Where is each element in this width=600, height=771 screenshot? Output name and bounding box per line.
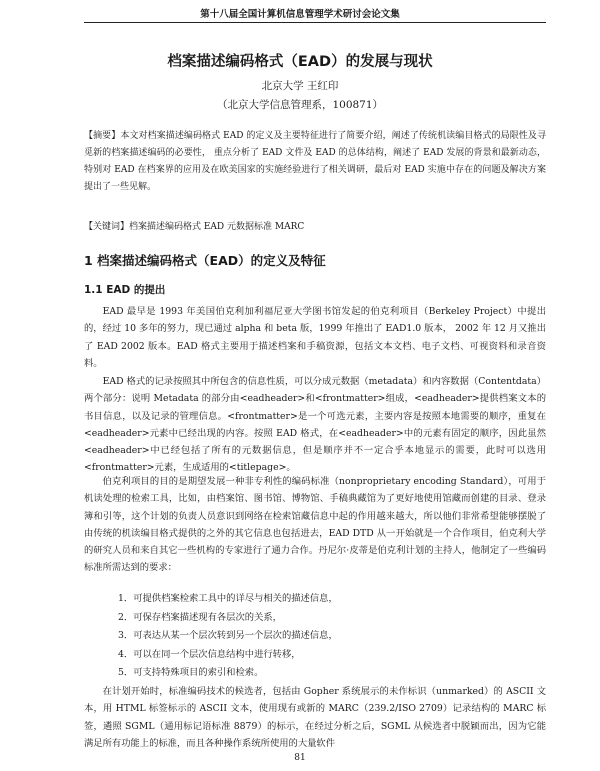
section-heading: 1 档案描述编码格式（EAD）的定义及特征 (84, 253, 326, 268)
body-paragraph: EAD 格式的记录按照其中所包含的信息性质，可以分成元数据（metadata）和内容数据（Contentdata）两个部分：说明 Metadata 的部分由<eadheader>和<frontmatter>组成，<eadheader>提供档案文本的书目信息，以及记录的管理信息。<frontmatter>是一个可选元素，主要内容是按照本地需要的顺序，重复在<eadheader>元素中已经出现的内容。按照 EAD 格式，在<eadheader>中的元素有固定的顺序，因此虽然<eadheader>中已经包括了所有的元数据信息，但是顺序并不一定合乎本地显示的需要，此时可以选用<frontmatter>元素，生成适用的<titlepage>。 (84, 376, 546, 474)
paper-title: 档案描述编码格式（EAD）的发展与现状 (167, 54, 433, 70)
body-paragraph: 伯克利项目的目的是期望发展一种非专利性的编码标准（nonproprietary encoding Standard），可用于机读处理的检索工具，比如，由档案馆、图书馆、博物馆、手稿典藏馆为了更好地使用馆藏而创建的目录、登录簿和引等，这个计划的负责人员意识到网络在检索馆藏信息中起的作用越来越大，所以他们非常希望能够摆脱了由传统的机读编目格式提供的之外的其它信息也包括进去，EAD DTD 从一开始就是一个合作项目，伯克利大学的研究人员和来自其它一些机构的专家进行了通力合作。丹尼尔·皮蒂是伯克利计划的主持人，他制定了一些编码标准所需达到的要求： (84, 476, 546, 574)
list-item: 3．可表达从某一个层次转到另一个层次的描述信息， (118, 630, 338, 641)
list-item: 1．可提供档案检索工具中的详尽与相关的描述信息， (118, 593, 338, 604)
list-item: 2．可保存档案描述现有各层次的关系， (118, 611, 282, 623)
running-header: 第十八届全国计算机信息管理学术研讨会论文集 (200, 9, 400, 20)
body-paragraph: 在计划开始时，标准编码技术的候选者，包括由 Gopher 系统展示的未作标识（unmarked）的 ASCII 文本，用 HTML 标签标示的 ASCII 文本，使用现有或新的 MARC（239.2/ISO 2709）记录结构的 MARC 标签，遴照 SGML（通用标记语标准 8879）的标示，在经过分析之后，SGML 从候选者中脱颖而出，因为它能满足所有功能上的标准，而且各种操作系统所使用的大量软件 (84, 686, 546, 749)
author: 北京大学 王红印 (261, 80, 339, 92)
affiliation: （北京大学信息管理系，100871） (216, 99, 384, 111)
list-item: 4．可以在同一个层次信息结构中进行转移， (118, 648, 301, 660)
header-rule (84, 22, 546, 23)
body-paragraph: EAD 最早是 1993 年美国伯克利加利福尼亚大学图书馆发起的伯克利项目（Berkeley Project）中提出的，经过 10 多年的努力，现已通过 alpha 和 beta 版，1999 年推出了 EAD1.0 版本， 2002 年 12 月又推出了 EAD 2002 版本。EAD 格式主要用于描述档案和手稿资源，包括文本文档、电子文档、可视资料和录音资料。 (84, 306, 546, 369)
requirements-list (84, 590, 546, 683)
subsection-heading: 1.1 EAD 的提出 (84, 284, 166, 296)
abstract: 【摘要】本文对档案描述编码格式 EAD 的定义及主要特征进行了简要介绍，阐述了传统机读编目格式的局限性及寻觅新的档案描述编码的必要性， 重点分析了 EAD 文件及 EAD 的总体结构，阐述了 EAD 发展的背景和最新动态， 特别对 EAD 在档案界的应用及在欧美国家的实施经验进行了相关调研，最后对 EAD 实施中存在的问题及解决方案提出了一些见解。 (84, 131, 546, 192)
keywords: 【关键词】档案描述编码格式 EAD 元数据标准 MARC (84, 222, 305, 232)
list-item: 5．可支持特殊项目的索引和检索。 (118, 667, 264, 678)
page-number: 81 (294, 753, 306, 763)
